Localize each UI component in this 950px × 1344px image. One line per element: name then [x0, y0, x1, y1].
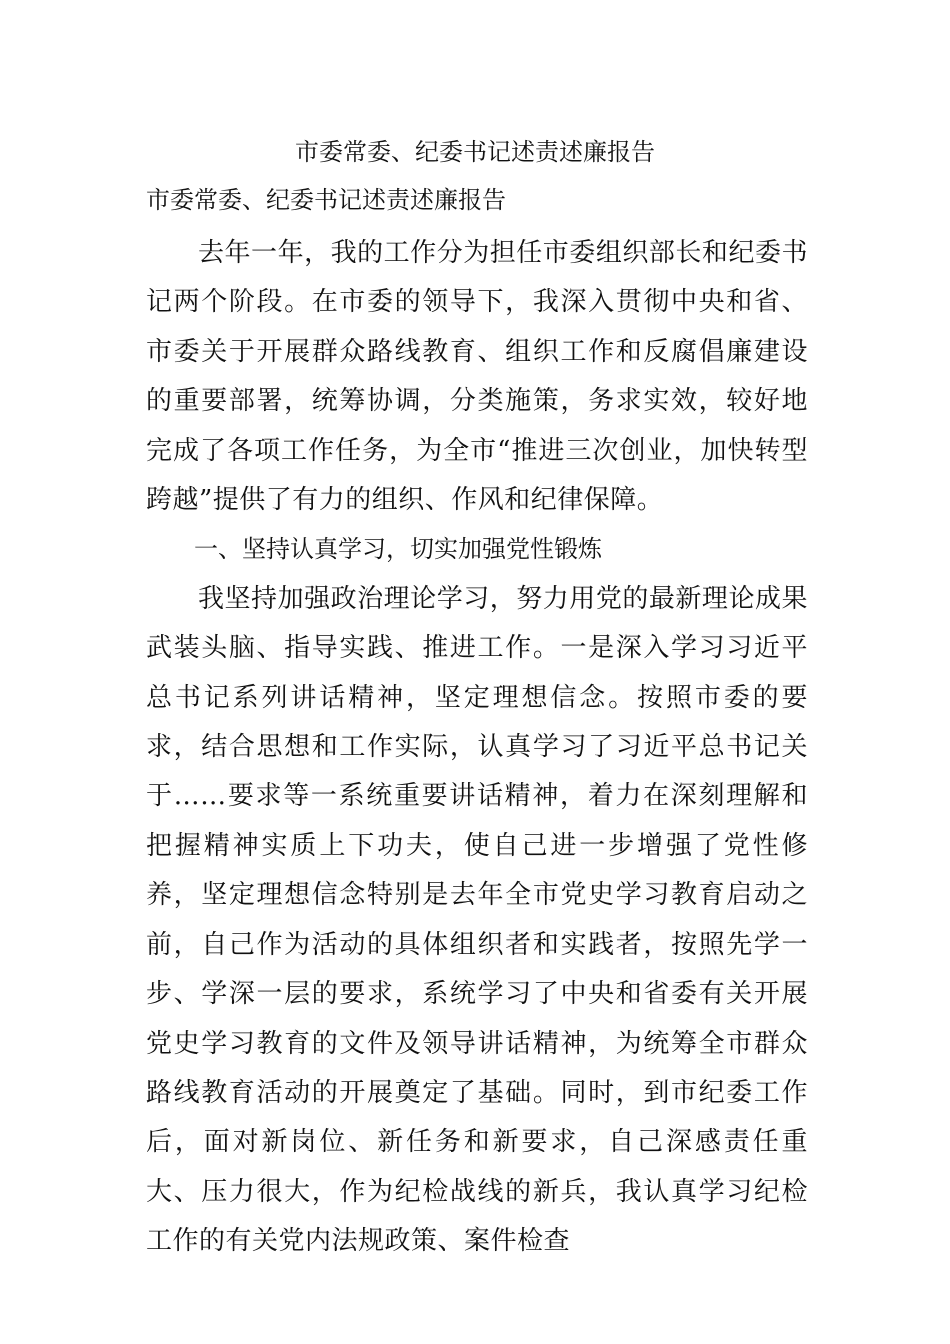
- document-subtitle: 市委常委、纪委书记述责述廉报告: [146, 186, 506, 214]
- document-title: 市委常委、纪委书记述责述廉报告: [295, 138, 655, 166]
- section-heading-1: 一、坚持认真学习，切实加强党性锻炼: [194, 535, 602, 564]
- paragraph-intro: 去年一年，我的工作分为担任市委组织部长和纪委书记两个阶段。在市委的领导下，我深入贯彻中央和省、市委关于开展群众路线教育、组织工作和反腐倡廉建设的重要部署，统筹协调，分类施策，务求实效，较好地完成了各项工作任务，为全市“推进三次创业，加快转型跨越”提供了有力的组织、作风和纪律保障。: [146, 238, 808, 516]
- paragraph-study: 我坚持加强政治理论学习，努力用党的最新理论成果武装头脑、指导实践、推进工作。一是深入学习习近平总书记系列讲话精神，坚定理想信念。按照市委的要求，结合思想和工作实际，认真学习了习近平总书记关于……要求等一系统重要讲话精神，着力在深刻理解和把握精神实质上下功夫，使自己进一步增强了党性修养，坚定理想信念特别是去年全市党史学习教育启动之前，自己作为活动的具体组织者和实践者，按照先学一步、学深一层的要求，系统学习了中央和省委有关开展党史学习教育的文件及领导讲话精神，为统筹全市群众路线教育活动的开展奠定了基础。同时，到市纪委工作后，面对新岗位、新任务和新要求，自己深感责任重大、压力很大，作为纪检战线的新兵，我认真学习纪检工作的有关党内法规政策、案件检查: [146, 583, 808, 1257]
- document-body: [146, 229, 808, 1267]
